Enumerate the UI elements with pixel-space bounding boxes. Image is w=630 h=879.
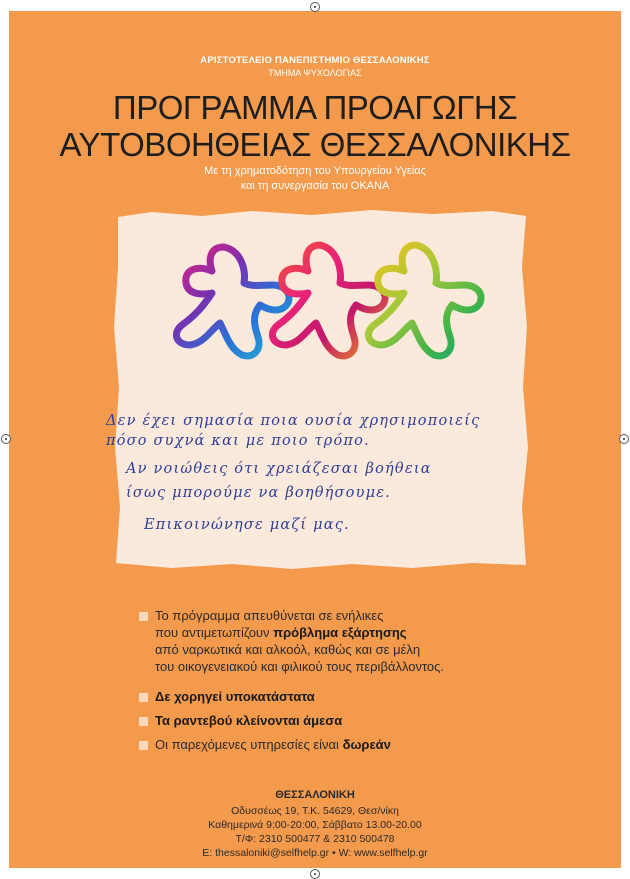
registration-mark-icon bbox=[619, 434, 629, 444]
program-title-line1: ΠΡΟΓΡΑΜΜΑ ΠΡΟΑΓΩΓΗΣ bbox=[112, 89, 518, 126]
handwritten-line1: Δεν έχει σημασία ποια ουσία χρησιμοποιείς bbox=[106, 413, 481, 429]
handwritten-line2: πόσο συχνά και με ποιο τρόπο. bbox=[106, 433, 370, 449]
contact-address: Οδυσσέως 19, Τ.Κ. 54629, Θεσ/νίκη bbox=[231, 805, 399, 817]
handwritten-line4: ίσως μπορούμε να βοηθήσουμε. bbox=[126, 485, 391, 501]
bullet-audience-line4: του οικογενειακού και φιλικού τους περιβάλλοντος. bbox=[155, 659, 445, 674]
program-title-line2: ΑΥΤΟΒΟΗΘΕΙΑΣ ΘΕΣΣΑΛΟΝΙΚΗΣ bbox=[59, 126, 571, 163]
funding-line2: και τη συνεργασία του ΟΚΑΝΑ bbox=[240, 180, 390, 192]
bullet-square-icon bbox=[139, 693, 148, 702]
contact-email-web: E: thessaloniki@selfhelp.gr • W: www.selfhelp.gr bbox=[202, 847, 428, 859]
contact-phone: Τ/Φ: 2310 500477 & 2310 500478 bbox=[235, 833, 395, 845]
bullet-square-icon bbox=[139, 741, 148, 750]
funding-line1: Με τη χρηματοδότηση του Υπουργείου Υγείας bbox=[204, 165, 426, 177]
handwritten-line5: Επικοινώνησε μαζί μας. bbox=[144, 517, 350, 533]
university-name: ΑΡΙΣΤΟΤΕΛΕΙΟ ΠΑΝΕΠΙΣΤΗΜΙΟ ΘΕΣΣΑΛΟΝΙΚΗΣ bbox=[200, 55, 430, 66]
message-card bbox=[106, 207, 530, 571]
registration-mark-icon bbox=[310, 869, 320, 879]
registration-mark-icon bbox=[1, 434, 11, 444]
bullet-square-icon bbox=[139, 612, 148, 621]
department-name: ΤΜΗΜΑ ΨΥΧΟΛΟΓΙΑΣ bbox=[268, 68, 362, 78]
poster: ΑΡΙΣΤΟΤΕΛΕΙΟ ΠΑΝΕΠΙΣΤΗΜΙΟ ΘΕΣΣΑΛΟΝΙΚΗΣ ΤΜΗΜΑ ΨΥΧΟΛΟΓΙΑΣ ΠΡΟΓΡΑΜΜΑ ΠΡΟΑΓΩΓΗΣ ΑΥΤΟΒΟΗΘΕΙΑΣ ΘΕΣΣΑΛΟΝΙΚΗΣ Με τη χρηματοδότηση του Υπουργείου Υγείας και τη συνεργασία του ΟΚΑΝΑ Δεν έχει σημασία ποια ουσία χρησιμοποιείς πόσο συχνά και με ποιο τρόπο. Αν νοιώθεις ότι χρειάζεσαι βοήθεια ίσως μπορούμε να βοηθήσουμε. Επικοινώνησε μαζί μας. Το πρόγραμμα απευθύνεται σε ενήλικες που αντιμετωπίζουν πρόβλημα εξάρτησης από ναρκωτικά και αλκοόλ, καθώς και σε μέλη του οικογενειακού και φιλικού τους περιβάλλοντος. Δε χορηγεί υποκατάστατα Τα ραντεβού κλείνονται άμεσα Οι παρεχόμενες υπηρεσίες είναι δωρεάν ΘΕΣΣΑΛΟΝΙΚΗ Οδυσσέως 19, Τ.Κ. 54629, Θεσ/νίκη Καθημερινά 9:00-20:00, Σάββατο 13.00-20.00 Τ/Φ: 2310 500477 & 2310 500478 E: thessaloniki@selfhelp.gr • W: www.selfhelp.gr bbox=[9, 11, 621, 868]
contact-city: ΘΕΣΣΑΛΟΝΙΚΗ bbox=[275, 789, 355, 801]
bullet-square-icon bbox=[139, 717, 148, 726]
bullet-audience-line2: που αντιμετωπίζουν πρόβλημα εξάρτησης bbox=[155, 625, 407, 640]
bullet-audience-line3: από ναρκωτικά και αλκοόλ, καθώς και σε μέλη bbox=[155, 642, 421, 657]
bullet-free-emphasis: δωρεάν bbox=[342, 737, 391, 752]
bullet-audience-emphasis: πρόβλημα εξάρτησης bbox=[273, 625, 407, 640]
contact-hours: Καθημερινά 9:00-20:00, Σάββατο 13.00-20.00 bbox=[208, 819, 422, 831]
bullet-audience-line1: Το πρόγραμμα απευθύνεται σε ενήλικες bbox=[155, 608, 384, 623]
handwritten-line3: Αν νοιώθεις ότι χρειάζεσαι βοήθεια bbox=[126, 461, 432, 477]
registration-mark-icon bbox=[310, 2, 320, 12]
